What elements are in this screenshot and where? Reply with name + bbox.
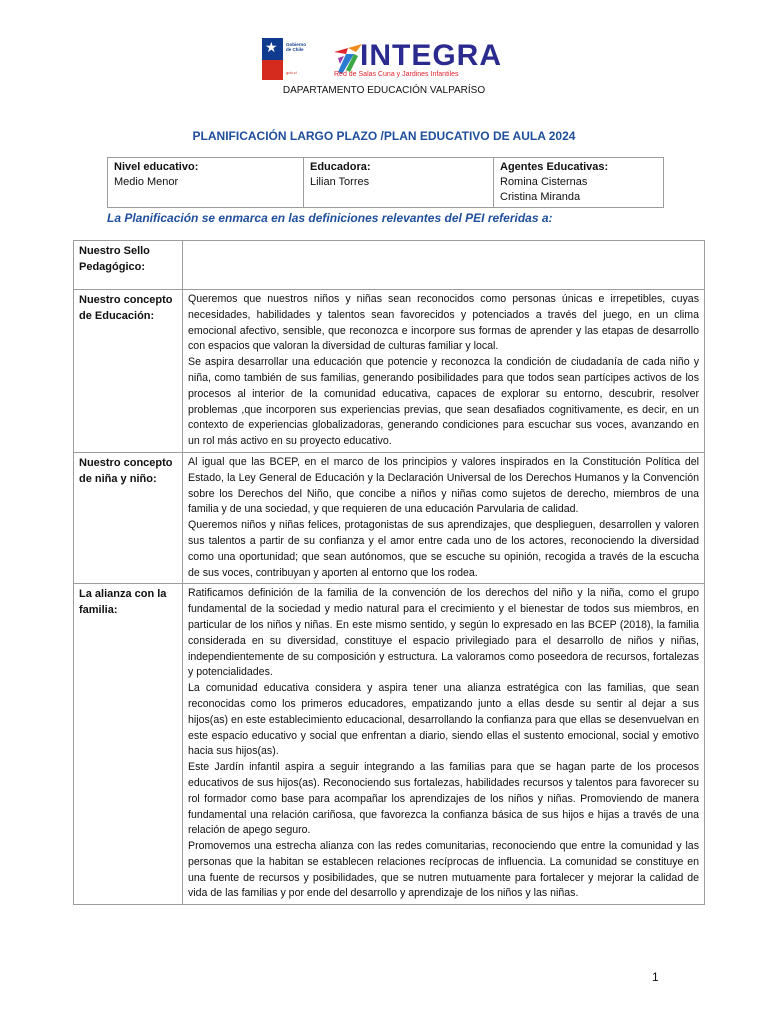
nino-paragraph: Al igual que las BCEP, en el marco de los principios y valores inspirados en la Constitución Política del Estado, la Ley General de Educación y la Declaración Universal de los Derechos Humanos y la Convención sobre los Derechos del Niño, que concibe a niños y niñas como sujetos de derecho, miembros de una familia y de una sociedad, y que requieren de una educación Parvularia de calidad. xyxy=(188,455,699,516)
nivel-label: Nivel educativo: xyxy=(114,161,199,173)
nino-body xyxy=(183,452,705,583)
header-logos xyxy=(262,38,512,82)
nino-paragraph: Queremos niños y niñas felices, protagonistas de sus aprendizajes, que desplieguen, desarrollen y valoren sus talentos a partir de su confianza y el amor entre cada uno de los actores, reconociendo la diversidad como una oportunidad; que sean autónomos, que se escuche su opinión, recogida a través de la escucha de sus voces, contribuyan y aporten al entorno que los rodea. xyxy=(188,519,699,579)
gov-logo-text: Gobierno de Chile xyxy=(286,42,306,52)
nivel-value: Medio Menor xyxy=(114,176,179,188)
info-row xyxy=(108,158,664,208)
gobierno-de-chile-logo xyxy=(262,38,310,80)
nino-label: Nuestro concepto de niña y niño: xyxy=(74,452,183,583)
sello-body xyxy=(183,241,705,290)
sello-label: Nuestro Sello Pedagógico: xyxy=(74,241,183,290)
agentes-label: Agentes Educativas: xyxy=(500,161,609,173)
educadora-label: Educadora: xyxy=(310,161,371,173)
familia-label: La alianza con la familia: xyxy=(74,584,183,905)
familia-body xyxy=(183,584,705,905)
star-icon: ★ xyxy=(265,39,278,55)
pei-intro: La Planificación se enmarca en las definiciones relevantes del PEI referidas a: xyxy=(107,211,553,225)
page-number: 1 xyxy=(652,970,659,984)
table-row xyxy=(74,452,705,583)
familia-paragraph: Este Jardín infantil aspira a seguir integrando a las familias para que se hagan parte de los procesos educativos de sus hijos(as). Reconociendo sus fortalezas, habilidades recursos y talentos para favorecer su rol formador como base para acompañar los aprendizajes de los niños y niñas. Promoviendo de manera fundamental una relación cariñosa, que favorezca la confianza básica de sus hijos e hijas a través de una relación de apego seguro. xyxy=(188,761,699,837)
nivel-cell xyxy=(108,158,304,208)
educacion-paragraph: Se aspira desarrollar una educación que potencie y reconozca la condición de ciudadanía de cada niño y niña, como también de sus familias, generando posibilidades para que todos sean partícipes activos de los procesos al interior de la comunidad educativa, capaces de explorar su entorno, descubrir, resolver problemas ,que incorporen sus experiencias previas, que sean desafiados cognitivamente, es decir, en un contexto de experiencias globalizadoras, generando condiciones para escuchar sus voces, avanzando en un rol más activo en su proyecto educativo. xyxy=(188,356,699,448)
familia-paragraph: Ratificamos definición de la familia de la convención de los derechos del niño y la niña, como el grupo fundamental de la sociedad y medio natural para el crecimiento y el bienestar de todos sus miembros, en particular de los niños y niñas. En este mismo sentido, y según lo expresado en las BCEP (2018), la familia considerada en su diversidad, constituye el espacio privilegiado para el desarrollo de niños y niñas, independientemente de su composición y estructura. La valoramos como poseedora de recursos, fortalezas y potencialidades. xyxy=(188,587,699,679)
agentes-value-2: Cristina Miranda xyxy=(500,191,581,203)
page-title: PLANIFICACIÓN LARGO PLAZO /PLAN EDUCATIVO DE AULA 2024 xyxy=(192,129,576,143)
table-row xyxy=(74,584,705,905)
educacion-label: Nuestro concepto de Educación: xyxy=(74,290,183,453)
integra-logo xyxy=(332,38,512,82)
department-name: DAPARTAMENTO EDUCACIÓN VALPARÍSO xyxy=(282,85,486,96)
gov-logo-sub: gob.cl xyxy=(286,70,297,75)
educadora-value: Lilian Torres xyxy=(310,176,370,188)
educadora-cell xyxy=(304,158,494,208)
familia-paragraph: Promovemos una estrecha alianza con las redes comunitarias, reconociendo que entre la comunidad y las personas que la habitan se establecen relaciones recíprocas de influencia. La comunidad se constituye en una fuente de recursos y posibilidades, que se nutren mutuamente para fortalecer y mejorar la calidad de vida de las familias y por ende del desarrollo y aprendizaje de los niños y las niñas. xyxy=(188,840,699,900)
table-row xyxy=(74,241,705,290)
familia-paragraph: La comunidad educativa considera y aspira tener una alianza estratégica con las familias, que sean reconocidas como los primeros educadores, empatizando junto a ellas desde su sentir al dejar a sus hijos(as) en este establecimiento educacional, desarrollando la confianza para que ellas se desenvuelvan en este espacio educativo y social que enfrentan a diario, siendo ellas el sustento emocional, social y emotivo hacia sus hijos(as). xyxy=(188,682,699,758)
integra-wordmark: INTEGRA xyxy=(360,39,502,72)
educacion-body xyxy=(183,290,705,453)
pei-table xyxy=(73,240,705,905)
integra-tagline: Red de Salas Cuna y Jardines Infantiles xyxy=(334,71,459,78)
table-row xyxy=(74,290,705,453)
agentes-cell xyxy=(494,158,664,208)
gov-logo-red-block xyxy=(262,60,283,80)
info-table xyxy=(107,157,664,208)
educacion-paragraph: Queremos que nuestros niños y niñas sean reconocidos como personas únicas e irrepetibles, cuyas necesidades, habilidades y talentos sean favorecidos y potenciados a través del juego, en un clima emocional afectivo, sensible, que reconozca e incorpore sus formas de aprender y las etapas de desarrollo con espacios que valoran la diversidad de culturas familiar y local. xyxy=(188,293,699,353)
agentes-value-1: Romina Cisternas xyxy=(500,176,588,188)
